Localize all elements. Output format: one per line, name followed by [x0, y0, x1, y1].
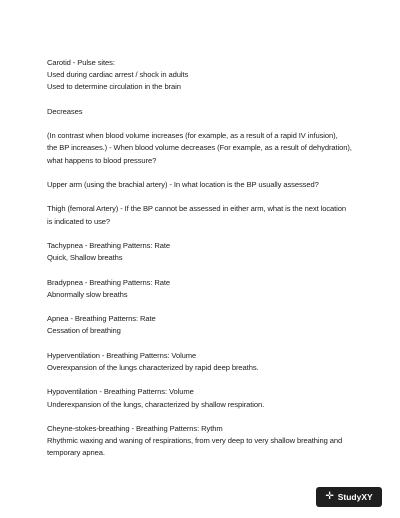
text-line: Abnormally slow breaths [47, 289, 128, 299]
text-block [47, 386, 372, 410]
text-block [47, 423, 372, 460]
text-line: Quick, Shallow breaths [47, 253, 123, 263]
text-line: what happens to blood pressure? [47, 155, 157, 165]
text-line: Rhythmic waxing and waning of respirations, from very deep to very shallow breathing and [47, 436, 343, 446]
text-block [47, 240, 372, 264]
text-line: temporary apnea. [47, 448, 105, 458]
text-block [47, 57, 372, 94]
text-line: Hypoventilation - Breathing Patterns: Volume [47, 387, 194, 397]
studyxy-logo[interactable] [316, 487, 382, 507]
text-line: Hyperventilation - Breathing Patterns: Volume [47, 350, 197, 360]
plus-icon: ✛ [325, 491, 334, 502]
text-line: Underexpansion of the lungs, characterized by shallow respiration. [47, 399, 265, 409]
text-line: Tachypnea - Breathing Patterns: Rate [47, 240, 171, 250]
text-line: (In contrast when blood volume increases (for example, as a result of a rapid IV infusion), [47, 131, 338, 141]
text-line: Carotid - Pulse sites: [47, 58, 115, 67]
text-block [47, 179, 372, 191]
document-body [47, 57, 372, 472]
text-line: Used to determine circulation in the brain [47, 82, 181, 92]
text-line: Decreases [47, 106, 83, 116]
text-line: Upper arm (using the brachial artery) - In what location is the BP usually assessed? [47, 179, 319, 189]
text-line: Bradypnea - Breathing Patterns: Rate [47, 277, 171, 287]
text-block [47, 203, 372, 227]
text-line: is indicated to use? [47, 216, 111, 226]
text-line: the BP increases.) - When blood volume decreases (For example, as a result of dehydration), [47, 143, 352, 153]
text-block [47, 106, 372, 118]
text-line: Cessation of breathing [47, 326, 121, 336]
text-block [47, 277, 372, 301]
text-line: Thigh (femoral Artery) - If the BP cannot be assessed in either arm, what is the next location [47, 204, 347, 214]
text-block [47, 130, 372, 167]
text-line: Apnea - Breathing Patterns: Rate [47, 314, 156, 324]
text-line: Cheyne-stokes-breathing - Breathing Patterns: Rythm [47, 423, 223, 433]
text-block [47, 313, 372, 337]
brand-label: StudyXY [337, 492, 373, 502]
text-line: Overexpansion of the lungs characterized by rapid deep breaths. [47, 362, 259, 372]
text-block [47, 350, 372, 374]
text-line: Used during cardiac arrest / shock in adults [47, 70, 189, 80]
